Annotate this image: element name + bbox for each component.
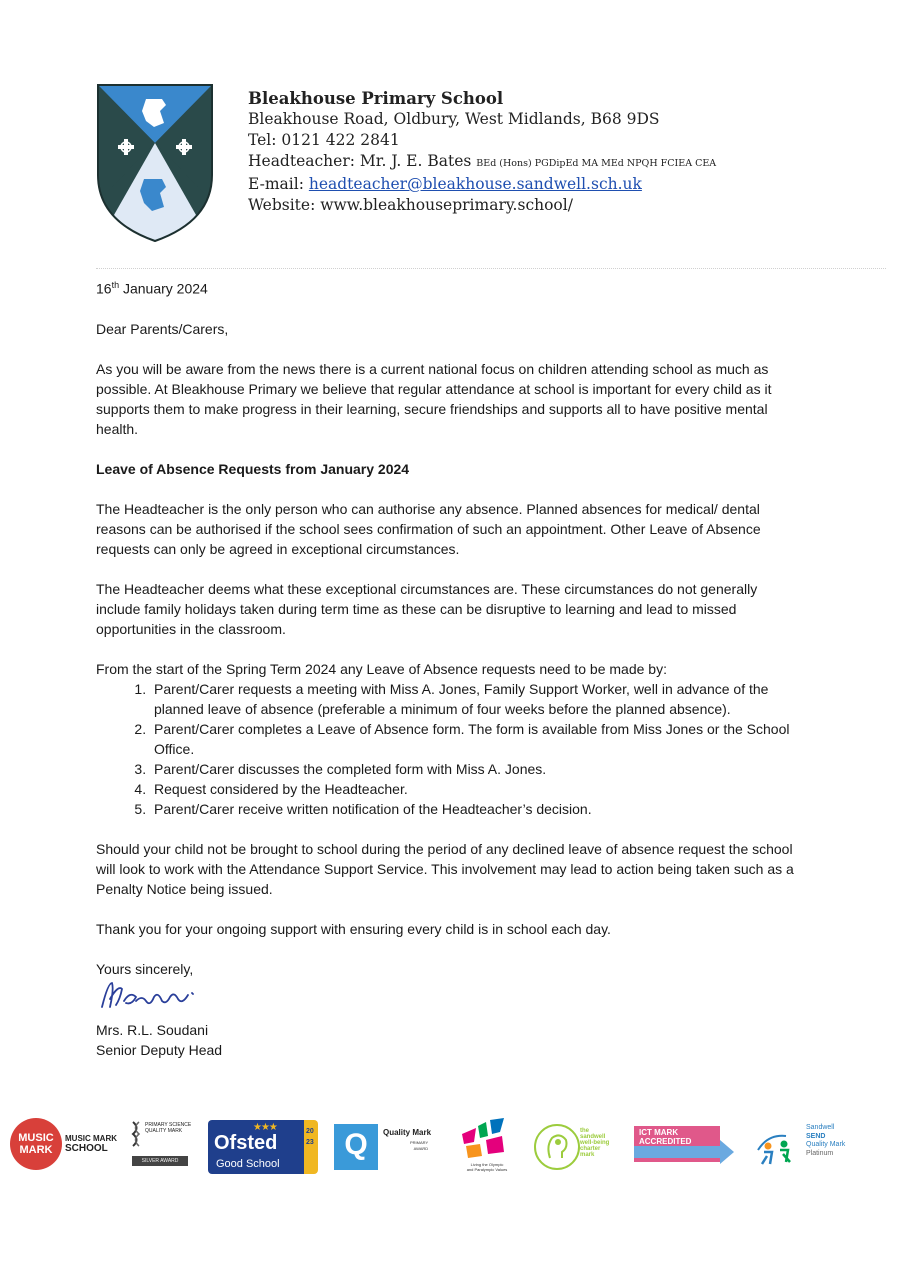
signature-block — [96, 987, 796, 1060]
school-contact-block — [248, 88, 716, 216]
headteacher-qualifications: BEd (Hons) PGDipEd MA MEd NPQH FCIEA CEA — [476, 158, 717, 169]
request-steps-list — [96, 679, 796, 819]
email-label: E-mail: — [248, 175, 304, 193]
section-heading: Leave of Absence Requests from January 2024 — [96, 460, 410, 477]
list-item: 3. Parent/Carer discusses the completed form with Miss A. Jones. — [150, 759, 796, 779]
school-telephone: Tel: 0121 422 2841 — [248, 131, 400, 149]
school-crest-icon — [96, 83, 214, 243]
email-link[interactable]: headteacher@bleakhouse.sandwell.sch.uk — [308, 175, 642, 193]
letter-body — [96, 275, 796, 1060]
header-divider — [96, 268, 886, 269]
list-item: 1. Parent/Carer requests a meeting with Miss A. Jones, Family Support Worker, well in advance of the planned leave of absence (preferable a minimum of four weeks before the planned absence). — [150, 679, 796, 719]
science-mark-icon — [130, 1120, 144, 1148]
school-name: Bleakhouse Primary School — [248, 89, 504, 108]
paragraph-exceptional-circumstances: The Headteacher deems what these exceptional circumstances are. These circumstances do not generally include family holidays taken during term time as these can be disruptive to learning and lead to missed opportunities in the classroom. — [96, 580, 758, 637]
paragraph-attendance-focus: As you will be aware from the news there is a current national focus on children attending school as much as possible. At Bleakhouse Primary we believe that regular attendance at school is important for every child as it supports them to make progress in their learning, secure friendships and supports all to have positive mental health. — [96, 360, 772, 437]
list-item: 5. Parent/Carer receive written notification of the Headteacher’s decision. — [150, 799, 796, 819]
london-2012-icon — [458, 1118, 514, 1160]
closing: Yours sincerely, — [96, 960, 194, 977]
signatory-name: Mrs. R.L. Soudani — [96, 1021, 209, 1038]
email-line — [248, 174, 716, 195]
list-item: 4. Request considered by the Headteacher. — [150, 779, 796, 799]
accreditation-logos — [0, 1112, 905, 1182]
headteacher-line — [248, 151, 716, 174]
handwritten-signature — [96, 979, 216, 1013]
letterhead — [96, 80, 836, 250]
list-intro: From the start of the Spring Term 2024 any Leave of Absence requests need to be made by: — [96, 660, 667, 677]
wellbeing-head-icon — [532, 1122, 582, 1172]
signatory-role: Senior Deputy Head — [96, 1041, 223, 1058]
paragraph-authorisation: The Headteacher is the only person who can authorise any absence. Planned absences for medical/ dental reasons can be authorised if the school sees confirmation of such an appointment. Other Leave of Absence requests can only be agreed in exceptional circumstances. — [96, 500, 761, 557]
wellbeing-charter-logo: the sandwell well-being charter mark — [532, 1122, 622, 1176]
ict-mark-logo: ICT MARK ACCREDITED — [634, 1126, 734, 1170]
ofsted-logo: ★★★ Ofsted Good School 2023 — [208, 1120, 320, 1176]
send-quality-mark-logo: Sandwell SEND Quality Mark Platinum — [752, 1124, 872, 1174]
science-quality-mark-logo: PRIMARY SCIENCE QUALITY MARK SILVER AWARD — [130, 1120, 192, 1170]
school-address: Bleakhouse Road, Oldbury, West Midlands, B68 9DS — [248, 110, 660, 128]
quality-mark-logo: Q Quality Mark PRIMARY AWARD — [334, 1124, 430, 1174]
salutation: Dear Parents/Carers, — [96, 320, 229, 337]
music-mark-logo: MUSIC MARK MUSIC MARK SCHOOL — [10, 1118, 120, 1172]
headteacher-name: Headteacher: Mr. J. E. Bates — [248, 152, 472, 170]
paragraph-thanks: Thank you for your ongoing support with ensuring every child is in school each day. — [96, 920, 611, 937]
letter-date: 16th January 2024 — [96, 280, 208, 297]
paragraph-declined-requests: Should your child not be brought to school during the period of any declined leave of absence request the school will look to work with the Attendance Support Service. This involvement may lead to action being taken such as a Penalty Notice being issued. — [96, 840, 794, 897]
send-figures-icon — [752, 1130, 802, 1170]
list-item: 2. Parent/Carer completes a Leave of Absence form. The form is available from Miss Jones or the School Office. — [150, 719, 796, 759]
ofsted-stars-icon: ★★★ — [253, 1122, 277, 1133]
olympic-values-logo: Living the Olympic and Paralympic Values — [456, 1118, 516, 1178]
website-line: Website: www.bleakhouseprimary.school/ — [248, 196, 573, 214]
